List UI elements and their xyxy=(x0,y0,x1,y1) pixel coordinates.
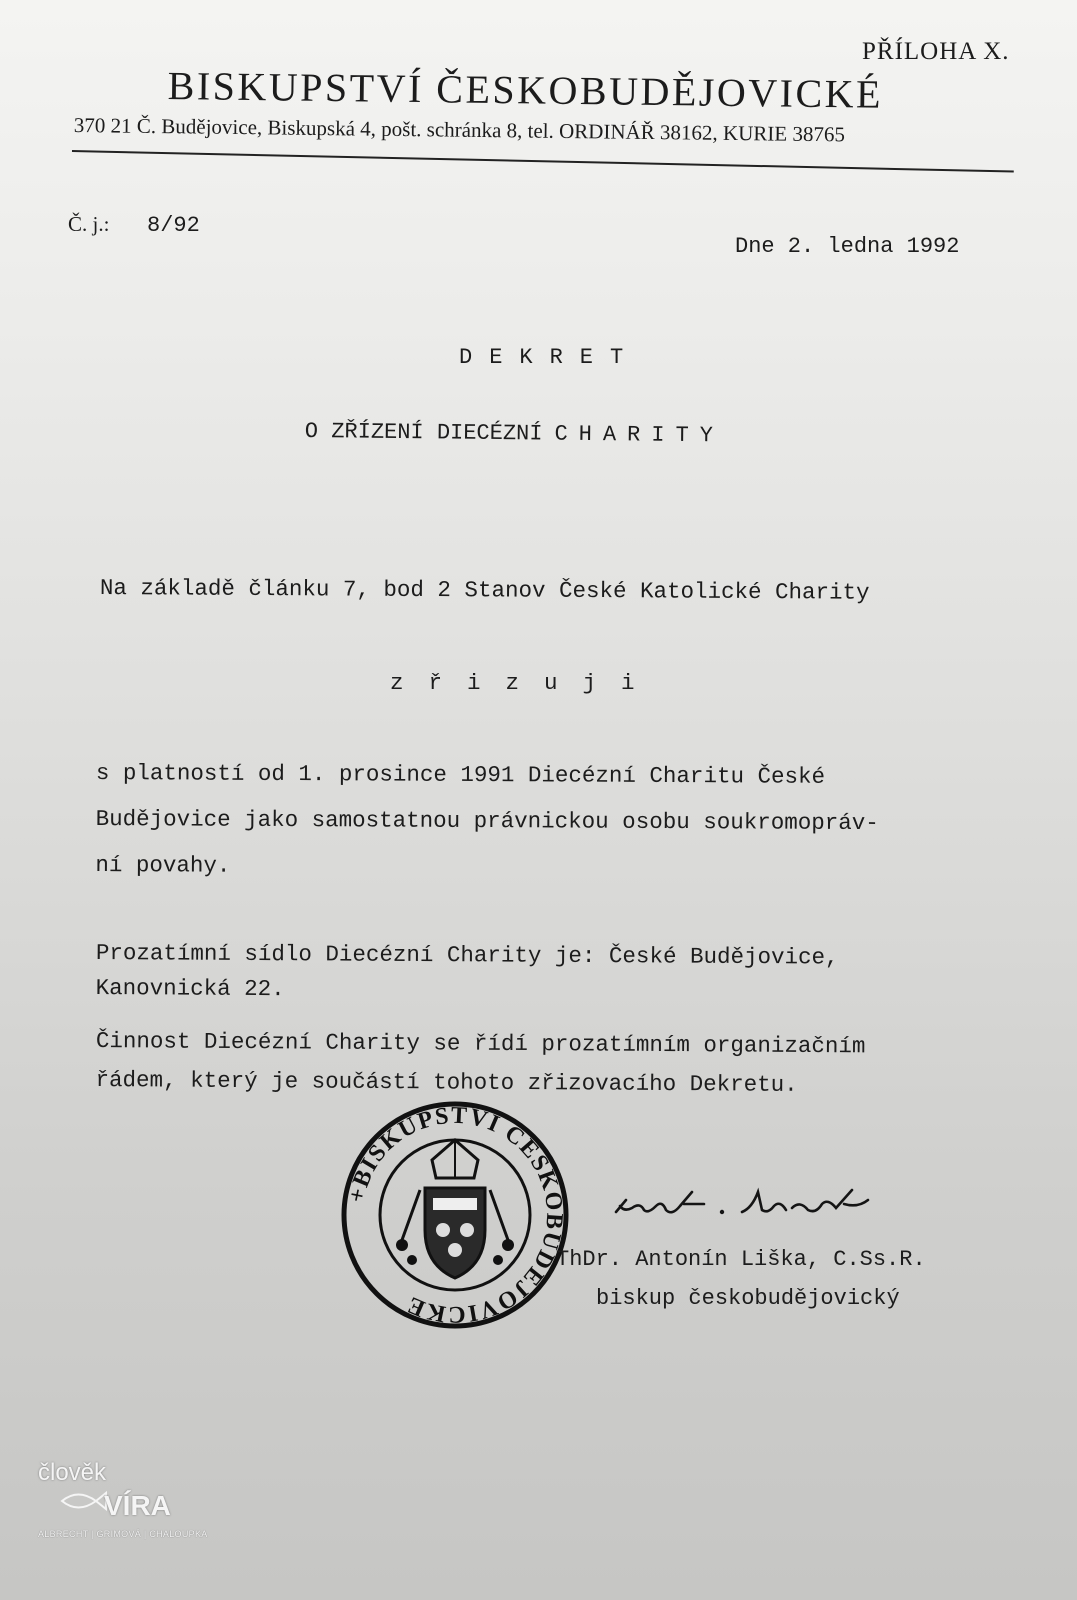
signatory-title: biskup českobudějovický xyxy=(596,1286,900,1311)
reference-number: 8/92 xyxy=(147,213,200,238)
establishment-line: Budějovice jako samostatnou právnickou osobu soukromopráv- xyxy=(95,805,879,837)
letterhead-title: BISKUPSTVÍ ČESKOBUDĚJOVICKÉ xyxy=(167,62,884,117)
decree-verb: zřizuji xyxy=(390,670,660,696)
bishopric-seal-icon xyxy=(340,1100,570,1330)
reference-label: Č. j.: xyxy=(68,212,110,236)
watermark-line-1: člověk xyxy=(38,1459,107,1486)
activity-paragraph xyxy=(95,1022,865,1105)
establishment-line: ní povahy. xyxy=(95,851,231,879)
watermark-line-2: VÍRA xyxy=(104,1490,171,1521)
watermark-authors: ALBRECHT | GRIMOVÁ | CHALOUPKA xyxy=(38,1529,208,1539)
seat-paragraph xyxy=(96,936,839,1011)
activity-line: řádem, který je součástí tohoto zřizovacího Dekretu. xyxy=(95,1066,798,1098)
seat-line: Prozatímní sídlo Diecézní Charity je: České Budějovice, xyxy=(95,939,839,971)
document-date: Dne 2. ledna 1992 xyxy=(735,234,960,259)
letterhead-rule xyxy=(72,150,1014,173)
handwritten-signature-icon xyxy=(612,1180,892,1230)
letterhead-address: 370 21 Č. Budějovice, Biskupská 4, pošt. schránka 8, tel. ORDINÁŘ 38162, KURIE 38765 xyxy=(73,113,846,147)
activity-line: Činnost Diecézní Charity se řídí prozatímním organizačním xyxy=(95,1027,866,1060)
decree-title: DEKRET xyxy=(459,345,641,370)
seal-text: +BISKUPSTVÍ ČESKOBUDĚJOVICKÉ xyxy=(343,1102,568,1328)
decree-subject xyxy=(305,419,724,448)
establishment-paragraph xyxy=(95,750,879,892)
legal-basis-paragraph: Na základě článku 7, bod 2 Stanov České Katolické Charity xyxy=(99,575,870,606)
decree-subject-suffix: CHARITY xyxy=(554,421,725,449)
decree-subject-prefix: O ZŘÍZENÍ DIECÉZNÍ xyxy=(304,419,543,447)
seat-line: Kanovnická 22. xyxy=(95,974,285,1003)
establishment-line: s platností od 1. prosince 1991 Diecézní Charitu České xyxy=(95,759,826,790)
signatory-name: ThDr. Antonín Liška, C.Ss.R. xyxy=(556,1247,926,1272)
fish-icon xyxy=(60,1488,108,1514)
attachment-label: PŘÍLOHA X. xyxy=(862,38,1010,65)
